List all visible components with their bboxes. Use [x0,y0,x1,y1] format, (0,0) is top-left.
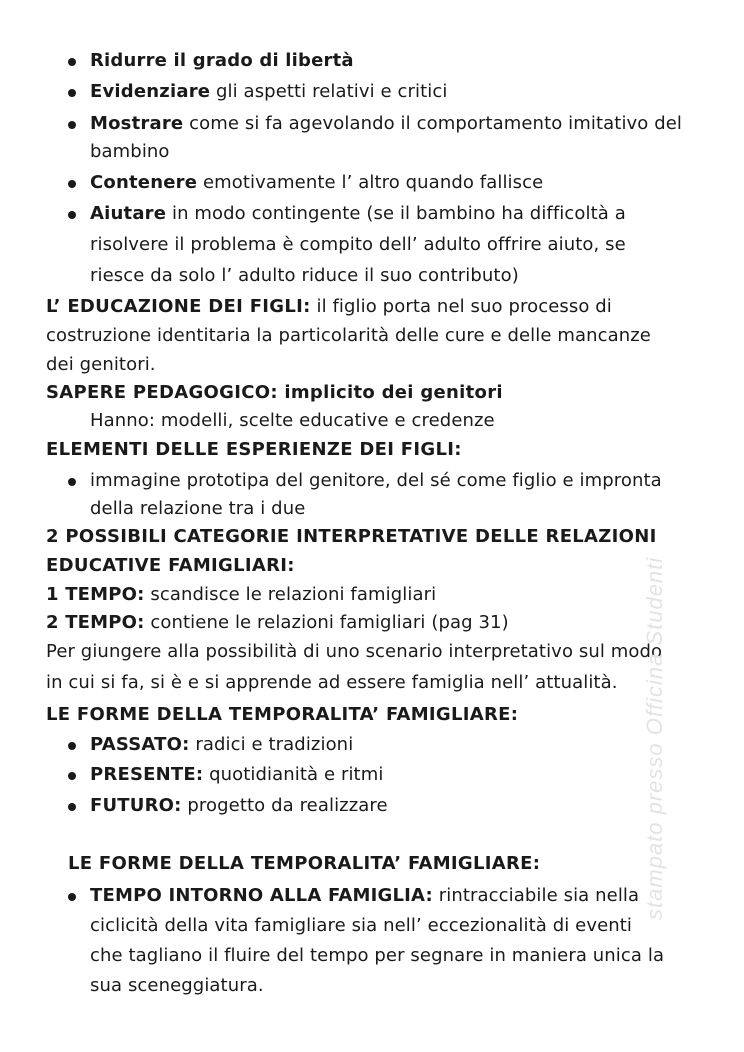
item-text: gli aspetti relativi e critici [210,81,448,102]
section-heading: LE FORME DELLA TEMPORALITA’ FAMIGLIARE: [68,853,541,874]
item-continuation: bambino [90,141,170,162]
list-item [90,732,353,758]
bullet-dot [68,478,76,486]
bullet-dot [68,89,76,97]
bullet-dot [68,803,76,811]
indented-text: Hanno: modelli, scelte educative e credenze [90,410,495,431]
item-text: scandisce le relazioni famigliari [144,584,437,605]
tempo-2-line [46,610,509,636]
bold-term: FUTURO: [90,795,182,816]
bold-term: Contenere [90,172,198,193]
item-text: quotidianità e ritmi [203,764,384,785]
list-item [90,793,388,819]
list-item [90,170,543,196]
bullet-dot [68,58,76,66]
item-text: contiene le relazioni famigliari (pag 31) [144,612,509,633]
paragraph-line: costruzione identitaria la particolarità delle cure e delle mancanze [46,325,651,346]
item-continuation: che tagliano il fluire del tempo per segnare in maniera unica la [90,945,665,966]
bullet-dot [68,180,76,188]
list-item [90,79,448,105]
paragraph-line: in cui si fa, si è e si apprende ad essere famiglia nell’ attualità. [46,672,618,693]
paragraph-line: dei genitori. [46,354,156,375]
paragraph-text: il figlio porta nel suo processo di [310,296,612,317]
section-heading: L’ EDUCAZIONE DEI FIGLI: [46,296,311,317]
item-text: come si fa agevolando il comportamento imitativo del [183,113,683,134]
item-continuation: della relazione tra i due [90,498,306,519]
watermark: stampato presso Officina Studenti [642,556,667,920]
educazione-paragraph [46,294,612,320]
list-item [90,48,354,74]
list-item [90,883,639,909]
item-text: progetto da realizzare [181,795,388,816]
bold-term: TEMPO INTORNO ALLA FAMIGLIA: [90,885,433,906]
item-continuation: riesce da solo l’ adulto riduce il suo contributo) [90,265,519,286]
bold-term: Mostrare [90,113,184,134]
tempo-1-line [46,582,436,608]
list-item [90,762,383,788]
item-text: in modo contingente (se il bambino ha difficoltà a [166,203,626,224]
bold-term: 1 TEMPO: [46,584,145,605]
bullet-dot [68,893,76,901]
list-item [90,111,682,137]
bullet-dot [68,121,76,129]
list-item [90,201,626,227]
section-heading: EDUCATIVE FAMIGLIARI: [46,555,295,576]
bold-term: Ridurre il grado di libertà [90,50,354,71]
bold-term: 2 TEMPO: [46,612,145,633]
section-heading: ELEMENTI DELLE ESPERIENZE DEI FIGLI: [46,439,462,460]
section-heading: SAPERE PEDAGOGICO: implicito dei genitori [46,382,503,403]
item-text: emotivamente l’ altro quando fallisce [197,172,544,193]
bold-term: PRESENTE: [90,764,204,785]
bold-term: Aiutare [90,203,167,224]
item-continuation: risolvere il problema è compito dell’ adulto offrire aiuto, se [90,234,626,255]
paragraph-line: Per giungere alla possibilità di uno scenario interpretativo sul modo [46,641,663,662]
item-text: radici e tradizioni [189,734,354,755]
bold-term: PASSATO: [90,734,190,755]
bullet-dot [68,772,76,780]
list-item: immagine prototipa del genitore, del sé come figlio e impronta [90,470,662,491]
section-heading: LE FORME DELLA TEMPORALITA’ FAMIGLIARE: [46,704,519,725]
bullet-dot [68,742,76,750]
item-continuation: sua sceneggiatura. [90,975,264,996]
section-heading: 2 POSSIBILI CATEGORIE INTERPRETATIVE DELLE RELAZIONI [46,526,657,547]
item-continuation: ciclicità della vita famigliare sia nell’ eccezionalità di eventi [90,915,633,936]
bold-term: Evidenziare [90,81,211,102]
bullet-dot [68,211,76,219]
item-text: rintracciabile sia nella [432,885,640,906]
